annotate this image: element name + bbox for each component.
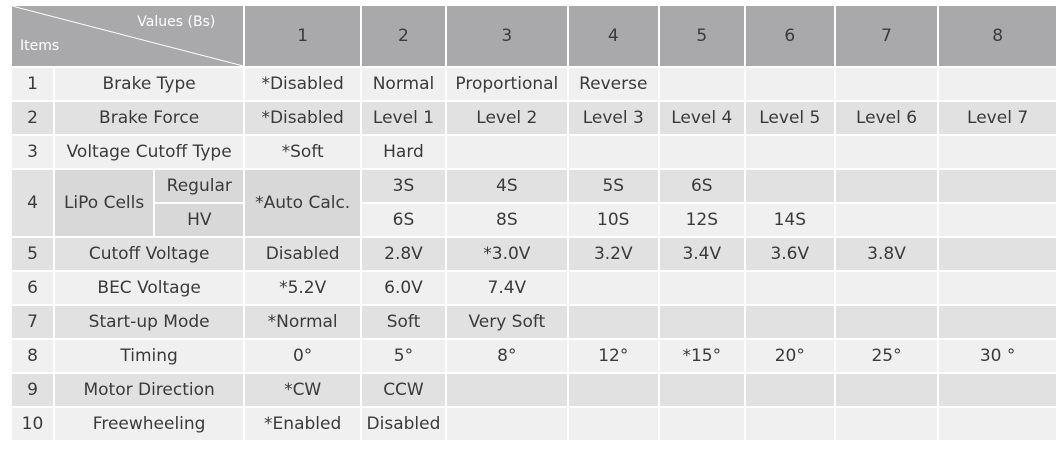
item-number: 1: [12, 68, 53, 100]
table-cell: Level 5: [746, 102, 834, 134]
item-number: 6: [12, 272, 53, 304]
table-cell: Reverse: [569, 68, 658, 100]
col-header-3: 3: [447, 6, 567, 66]
table-row: [12, 170, 1056, 202]
table-cell: [660, 408, 744, 440]
table-cell: 3S: [362, 170, 445, 202]
table-cell: Very Soft: [447, 306, 567, 338]
item-label: Freewheeling: [55, 408, 243, 440]
table-cell: Level 3: [569, 102, 658, 134]
table-cell: 12S: [660, 204, 744, 236]
header-row: [12, 6, 1056, 66]
table-cell: [939, 204, 1056, 236]
table-row: [12, 340, 1056, 372]
table-row: [12, 102, 1056, 134]
item-label: Motor Direction: [55, 374, 243, 406]
item-number: 2: [12, 102, 53, 134]
item-label: Start-up Mode: [55, 306, 243, 338]
table-cell: CCW: [362, 374, 445, 406]
table-cell: Level 6: [836, 102, 937, 134]
table-cell: [939, 68, 1056, 100]
item-label: Voltage Cutoff Type: [55, 136, 243, 168]
col-header-6: 6: [746, 6, 834, 66]
table-cell: Level 1: [362, 102, 445, 134]
table-cell: [746, 374, 834, 406]
table-row: [12, 272, 1056, 304]
item-number: 9: [12, 374, 53, 406]
table-cell: [660, 136, 744, 168]
sub-item-label: HV: [155, 204, 243, 236]
col-header-1: 1: [245, 6, 360, 66]
table-cell: Level 2: [447, 102, 567, 134]
item-label: Cutoff Voltage: [55, 238, 243, 270]
table-cell: 8S: [447, 204, 567, 236]
col-header-2: 2: [362, 6, 445, 66]
table-cell: [746, 272, 834, 304]
table-cell: [836, 170, 937, 202]
table-cell: [939, 170, 1056, 202]
table-cell: Proportional: [447, 68, 567, 100]
item-label: BEC Voltage: [55, 272, 243, 304]
table-cell: [836, 68, 937, 100]
table-cell: 3.6V: [746, 238, 834, 270]
table-cell: *Disabled: [245, 102, 360, 134]
table-cell: 10S: [569, 204, 658, 236]
table-cell: [569, 272, 658, 304]
table-cell: 20°: [746, 340, 834, 372]
table-cell: [836, 136, 937, 168]
table-cell: [836, 306, 937, 338]
table-cell: 4S: [447, 170, 567, 202]
table-cell: 5°: [362, 340, 445, 372]
table-cell: *Soft: [245, 136, 360, 168]
table-cell: 0°: [245, 340, 360, 372]
table-cell: 25°: [836, 340, 937, 372]
table-cell: [746, 306, 834, 338]
table-cell: 6S: [660, 170, 744, 202]
table-cell: [569, 408, 658, 440]
col-header-8: 8: [939, 6, 1056, 66]
table-cell: [447, 136, 567, 168]
table-row: [12, 238, 1056, 270]
table-row: [12, 68, 1056, 100]
table-cell: *Auto Calc.: [245, 170, 360, 236]
table-cell: [569, 374, 658, 406]
item-label: Brake Force: [55, 102, 243, 134]
table-cell: [569, 306, 658, 338]
table-cell: [939, 238, 1056, 270]
table-cell: [939, 408, 1056, 440]
table-cell: [660, 374, 744, 406]
item-number: 4: [12, 170, 53, 236]
table-row: [12, 306, 1056, 338]
table-cell: [836, 204, 937, 236]
table-cell: 7.4V: [447, 272, 567, 304]
table-cell: [660, 306, 744, 338]
table-cell: [939, 136, 1056, 168]
col-header-7: 7: [836, 6, 937, 66]
table-row: [12, 136, 1056, 168]
table-cell: Normal: [362, 68, 445, 100]
table-cell: [447, 408, 567, 440]
table-cell: Level 4: [660, 102, 744, 134]
table-row: [12, 204, 1056, 236]
table-cell: [836, 408, 937, 440]
table-cell: *Normal: [245, 306, 360, 338]
item-number: 5: [12, 238, 53, 270]
values-label: Values (Bs): [137, 14, 216, 30]
item-number: 7: [12, 306, 53, 338]
table-cell: Disabled: [245, 238, 360, 270]
item-number: 8: [12, 340, 53, 372]
table-cell: *Disabled: [245, 68, 360, 100]
table-cell: 30 °: [939, 340, 1056, 372]
table-cell: 8°: [447, 340, 567, 372]
item-label: Brake Type: [55, 68, 243, 100]
table-cell: [746, 408, 834, 440]
table-cell: *CW: [245, 374, 360, 406]
table-row: [12, 374, 1056, 406]
table-cell: [447, 374, 567, 406]
table-cell: 3.4V: [660, 238, 744, 270]
table-cell: [836, 374, 937, 406]
corner-header: [12, 6, 243, 66]
col-header-4: 4: [569, 6, 658, 66]
table-cell: 14S: [746, 204, 834, 236]
table-cell: 2.8V: [362, 238, 445, 270]
table-cell: [569, 136, 658, 168]
table-cell: Soft: [362, 306, 445, 338]
table-cell: [939, 272, 1056, 304]
item-number: 3: [12, 136, 53, 168]
table-cell: 6.0V: [362, 272, 445, 304]
item-label: LiPo Cells: [55, 170, 153, 236]
table-cell: [939, 374, 1056, 406]
table-cell: 3.2V: [569, 238, 658, 270]
table-cell: [660, 68, 744, 100]
table-cell: 6S: [362, 204, 445, 236]
table-cell: 12°: [569, 340, 658, 372]
table-cell: [746, 136, 834, 168]
table-cell: *3.0V: [447, 238, 567, 270]
table-cell: *Enabled: [245, 408, 360, 440]
table-cell: Disabled: [362, 408, 445, 440]
table-cell: [746, 170, 834, 202]
table-cell: [836, 272, 937, 304]
col-header-5: 5: [660, 6, 744, 66]
item-label: Timing: [55, 340, 243, 372]
table-row: [12, 408, 1056, 440]
table-cell: Level 7: [939, 102, 1056, 134]
table-cell: *5.2V: [245, 272, 360, 304]
table-cell: [939, 306, 1056, 338]
table-cell: 5S: [569, 170, 658, 202]
parameter-table: [10, 4, 1058, 442]
table-cell: Hard: [362, 136, 445, 168]
item-number: 10: [12, 408, 53, 440]
table-cell: *15°: [660, 340, 744, 372]
table-cell: [660, 272, 744, 304]
table-cell: [746, 68, 834, 100]
sub-item-label: Regular: [155, 170, 243, 202]
table-cell: 3.8V: [836, 238, 937, 270]
items-label: Items: [20, 38, 60, 54]
